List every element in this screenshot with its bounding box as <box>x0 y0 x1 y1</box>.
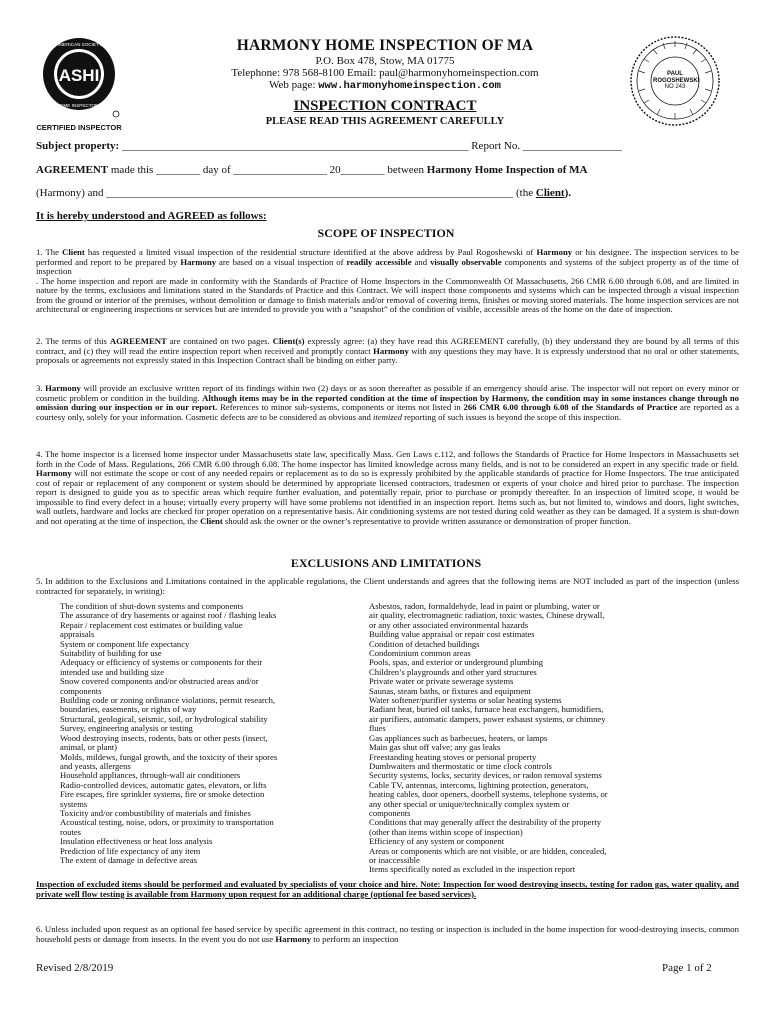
exclusion-item: animal, or plant) <box>60 742 118 753</box>
exclusion-item: Prediction of life expectancy of any item <box>60 845 201 856</box>
p1-client: Client <box>62 247 85 257</box>
exclusion-item: Saunas, steam baths, or fixtures and equipment <box>369 685 531 696</box>
exclusion-item: intended use and building size <box>60 666 165 677</box>
p1-visually: visually observable <box>430 256 502 267</box>
p1-text-f: components and systems of the subject property as of the time of inspection <box>36 256 739 276</box>
seal-line-number: NO 243 <box>664 84 686 91</box>
day-of-text: day of <box>200 164 234 176</box>
exclusion-item: Household appliances, through-wall air conditioners <box>60 770 241 781</box>
p3-text-d: are reported as a courtesy only, solely for your information. Cosmetic defects are to be considered as obvious and <box>36 402 739 422</box>
p3-itemized: itemized <box>372 411 402 422</box>
p4-text-c: should ask the owner or the owner’s representative to provide written assurance or demonstration of proper function. <box>222 515 631 526</box>
exclusion-item: Radio-controlled devices, automatic gates, elevators, or lifts <box>60 779 267 790</box>
client-name-field[interactable]: __________________________________________________________________________ <box>106 187 514 199</box>
p2-agreement: AGREEMENT <box>109 336 167 346</box>
exclusion-item: Efficiency of any system or component <box>369 836 505 847</box>
svg-text:HOME INSPECTORS: HOME INSPECTORS <box>56 103 102 108</box>
svg-text:AMERICAN SOCIETY: AMERICAN SOCIETY <box>56 42 102 47</box>
exclusion-item: Water softener/purifier systems or solar heating systems <box>369 695 562 706</box>
harmony-label: (Harmony) <box>36 187 85 199</box>
paragraph-2 <box>36 337 739 366</box>
year-field[interactable]: ________ <box>340 164 385 176</box>
exclusion-item: Cable TV, antennas, intercoms, lightning protection, generators, <box>369 779 589 790</box>
between-text: between <box>384 164 427 176</box>
exclusions-title: EXCLUSIONS AND LIMITATIONS <box>290 556 482 570</box>
p1-text-g: . The home inspection and report are made in conformity with the Standards of Practice of Home Inspectors in the Commonwealth Of Massachusetts, 266 CMR 6.00 through 6.08, and are limited in nature by the terms, exclusions and limitations stated in the Standards of Practice and this Contract. We will inspect those components and systems which can be inspected through a visual inspection from the ground or interior of the premises, without demolition or damage to finish materials and/or removal of covering items, finishes or moving stored materials. The home inspection services are not architectural or engineering inspections or services but are intended to provide you with a “snapshot” of the condition of visible, accessible areas of the home on the date of inspection. <box>36 275 739 314</box>
exclusion-item: appraisals <box>60 629 95 640</box>
p6-text-b: to perform an inspection <box>311 933 399 944</box>
p2-harmony: Harmony <box>373 345 409 356</box>
seal-line-name: PAUL <box>667 71 683 77</box>
p1-text-a: 1. The <box>36 247 63 257</box>
month-field[interactable]: _________________ <box>233 164 327 176</box>
page-number: Page 1 of 2 <box>662 962 712 974</box>
p4-client: Client <box>200 515 223 526</box>
p1-harmony-2: Harmony <box>180 256 217 267</box>
exclusion-item: The extent of damage in defective areas <box>60 854 197 865</box>
exclusion-item: and yeasts, allergens <box>60 760 131 771</box>
exclusion-item: Children’s playgrounds and other yard structures <box>369 666 537 677</box>
exclusion-item: Repair / replacement cost estimates or building value <box>60 619 243 630</box>
exclusions-right-list <box>369 602 608 875</box>
exclusion-item: Items specifically noted as excluded in the inspection report <box>369 864 576 875</box>
exclusion-item: Building value appraisal or repair cost estimates <box>369 629 535 640</box>
exclusion-item: Radiant heat, buried oil tanks, furnace heat exchangers, humidifiers, <box>369 704 604 715</box>
year-prefix-text: 20 <box>326 164 341 176</box>
exclusion-item: Toxicity and/or combustibility of materials and finishes <box>60 807 251 818</box>
scope-title: SCOPE OF INSPECTION <box>317 226 455 240</box>
exclusion-item: Survey, engineering analysis or testing <box>60 723 193 734</box>
exclusions-lists <box>60 601 750 875</box>
p3-text-e: reporting of such issues is beyond the scope of this inspection. <box>401 411 622 422</box>
and-text: and <box>84 187 107 199</box>
exclusion-item: Conditions that may generally affect the desirability of the property <box>369 817 602 828</box>
client-label-close: ). <box>564 187 572 199</box>
exclusion-item: Snow covered components and/or obstructed areas and/or <box>60 676 259 687</box>
p3-harmony: Harmony <box>45 383 81 393</box>
exclusion-item: systems <box>60 798 88 809</box>
exclusion-item: Areas or components which are not visible, or are hidden, concealed, <box>369 845 607 856</box>
exclusion-item: Pools, spas, and exterior or underground plumbing <box>369 657 544 668</box>
p1-harmony: Harmony <box>536 247 573 257</box>
company-contact: Telephone: 978 568-8100 Email: paul@harmonyhomeinspection.com <box>231 67 539 79</box>
exclusion-item: air purifiers, automatic dampers, power exhaust systems, or chimney <box>369 713 606 724</box>
p4-text-b: will not estimate the scope or cost of any needed repairs or replacement as to do so is expressly prohibited by the applicable standards of practice for Home Inspectors. The true anticipated cost of repair or replacement of any component or system should be determined by appropriate licensed contractors, tradesmen or experts of your choice and hired prior to purchase. The inspection report is designed to guide you as to specific areas which require further evaluation, and potentially repair, prior to purchase or promptly thereafter. In an inspection of limited scope, it would be impossible to find every defect in a house; virtually every property will have some problems not identified in an inspection report. Items such as, but not limited to, windows and doors, light switches, wall outlets, hardware and locks are checked for proper operation on a representative basis. Air conditioning systems are not tested during cold weather as they can be damaged. If a system is shut-down and not operating at the time of inspection, the <box>36 468 739 526</box>
exclusion-item: The assurance of dry basements or against roof / flashing leaks <box>60 610 277 621</box>
exclusion-item: Condominium common areas <box>369 648 471 659</box>
p3-bold-2: 266 CMR 6.00 through 6.08 of the Standards of Practice <box>463 402 678 412</box>
paragraph-1 <box>36 248 739 315</box>
p3-text-b: will provide an exclusive written report of its findings within two (2) days or as soon thereafter as possible if an emergency should arise. The inspector will not report on every minor or cosmetic problem or condition in the building. <box>36 383 739 403</box>
client-label-open: (the <box>513 187 536 199</box>
p6-harmony: Harmony <box>275 933 312 944</box>
agreement-row <box>36 164 588 176</box>
exclusion-item: components <box>369 807 411 818</box>
paragraph-4 <box>36 450 739 526</box>
p3-bold-1: Although items may be in the reported condition at the time of inspection by Harmony, the condition may in some instances change through no omission during our inspection or in our report. <box>36 392 739 412</box>
exclusion-item: Private water or private sewerage systems <box>369 676 514 687</box>
excluded-items-note <box>36 880 739 899</box>
seal-line-surname: ROGOSHEWSKI <box>653 77 700 84</box>
exclusion-item: Freestanding heating stoves or personal property <box>369 751 537 762</box>
client-word: Client <box>535 187 565 199</box>
exclusion-item: System or component life expectancy <box>60 638 190 649</box>
ashi-emblem-icon <box>36 36 122 120</box>
p1-text-e: and <box>411 256 431 267</box>
exclusion-item: Wood destroying insects, rodents, bats or other pests (insect, <box>60 732 268 743</box>
web-url-link[interactable]: www.harmonyhomeinspection.com <box>318 80 501 92</box>
p1-text-c: or his designee. The inspection services to be performed and report to be prepared by <box>36 247 739 267</box>
exclusion-item: heating cables, door openers, doorbell systems, telephone systems, or <box>369 789 608 800</box>
exclusion-item: Insulation effectiveness or heat loss analysis <box>60 836 213 847</box>
p2-text-b: are contained on two pages. <box>166 336 273 346</box>
exclusion-item: routes <box>60 826 82 837</box>
p4-text-a: 4. The home inspector is a licensed home inspector under Massachusetts state law, specifically Mass. Gen Laws c.112, and follows the Standards of Practice for Home Inspectors in Massachusetts set forth in the Code of Mass. Regulations, 266 CMR 6.00 through 6.08. The home inspector has limited knowledge across many fields, and is not to be considered an expert in any specific trade or field. <box>36 449 739 469</box>
exclusion-item: Fire escapes, fire sprinkler systems, fire or smoke detection <box>60 789 265 800</box>
p2-text-d: with any questions they may have. It is expressly understood that no oral or other statements, proposals or agreements not expressly stated in this Inspection Contract shall be binding on either party. <box>36 345 740 365</box>
exclusion-item: Adequacy or efficiency of systems or components for their <box>60 657 263 668</box>
note-text-b: Note: Inspection for wood destroying insects, testing for radon gas, water quality, and private well flow testing is available from Harmony upon request for an additional charge (optional fee based services). <box>36 879 739 899</box>
understood-heading: It is hereby understood and AGREED as follows: <box>36 210 267 222</box>
exclusion-item: Building code or zoning ordinance violations, permit research, <box>60 695 276 706</box>
company-name: HARMONY HOME INSPECTION OF MA <box>236 37 534 54</box>
exclusion-item: or any other associated environmental hazards <box>369 619 529 630</box>
p2-text-c: expressly agree: (a) they have read this AGREEMENT carefully, (b) they understand they are bound by all terms of this contract, and (c) they will read the entire inspection report when received and promptly contact <box>36 336 739 356</box>
exclusion-item: Main gas shut off valve; any gas leaks <box>369 742 501 753</box>
exclusion-item: any other special or unique/technically complex system or <box>369 798 570 809</box>
subject-property-label: Subject property: <box>36 140 122 152</box>
exclusion-item: components <box>60 685 102 696</box>
ashi-logo <box>36 36 122 132</box>
inspector-seal <box>627 33 723 129</box>
p2-text-a: 2. The terms of this <box>36 336 110 346</box>
exclusion-item: (other than items within scope of inspection) <box>369 826 523 837</box>
company-address: P.O. Box 478, Stow, MA 01775 <box>315 55 455 67</box>
paragraph-6 <box>36 925 739 944</box>
report-no-label: Report No. <box>468 140 523 152</box>
day-field[interactable]: ________ <box>156 164 201 176</box>
p3-text-c: References to minor sub-systems, components or items not listed in <box>217 402 464 412</box>
p1-text-b: has requested a limited visual inspection of the residential structure identified at the above address by Paul Rogoshewski of <box>84 247 537 257</box>
exclusion-item: or inaccessible <box>369 854 420 865</box>
made-this-text: made this <box>108 164 157 176</box>
p4-harmony: Harmony <box>36 468 72 478</box>
exclusion-item: Security systems, locks, security devices, or radon removal systems <box>369 770 602 781</box>
paragraph-5: 5. In addition to the Exclusions and Limitations contained in the applicable regulations, the Client understands and agrees that the following items are NOT included as part of the inspection (unless contracted for separately, in writing): <box>36 576 739 596</box>
exclusion-item: Molds, mildews, fungal growth, and the toxicity of their spores <box>60 751 278 762</box>
p2-clients: Client(s) <box>272 336 305 346</box>
p3-text-a: 3. <box>36 383 46 393</box>
p1-readily: readily accessible <box>346 256 412 267</box>
agreement-label: AGREEMENT <box>36 164 109 176</box>
exclusion-item: Gas appliances such as barbecues, heaters, or lamps <box>369 732 548 743</box>
company-web <box>140 79 630 92</box>
svg-text:ASHI: ASHI <box>58 66 100 85</box>
contract-subtitle: PLEASE READ THIS AGREEMENT CAREFULLY <box>265 116 505 127</box>
exclusion-item: The condition of shut-down systems and components <box>60 601 244 611</box>
p1-text-d: are based on a visual inspection of <box>216 256 347 267</box>
subject-property-row <box>36 140 622 152</box>
report-no-field[interactable]: __________________ <box>522 140 622 152</box>
exclusions-left-list <box>60 602 277 865</box>
exclusion-item: Dumbwaiters and thermostatic or time clock controls <box>369 760 552 771</box>
exclusion-item: flues <box>369 723 386 734</box>
contract-title: INSPECTION CONTRACT <box>293 98 477 114</box>
exclusion-item: air quality, electromagnetic radiation, toxic wastes, Chinese drywall, <box>369 610 605 621</box>
client-row <box>36 187 571 199</box>
note-text-a: Inspection of excluded items should be performed and evaluated by specialists of your choice and hire. <box>36 879 421 889</box>
exclusion-item: Condition of detached buildings <box>369 638 480 649</box>
paragraph-3 <box>36 384 739 422</box>
exclusion-item: Asbestos, radon, formaldehyde, lead in paint or plumbing, water or <box>369 601 600 611</box>
subject-property-field[interactable]: _______________________________________________________________ <box>121 140 469 152</box>
company-name-inline: Harmony Home Inspection of MA <box>426 164 588 176</box>
p6-text-a: 6. Unless included upon request as an optional fee based service by specific agreement in this contract, no testing or inspection is included in the home inspection for wood-destroying insects, common household pests or damage from insects. In the event you do not use <box>36 924 739 944</box>
exclusion-item: Suitability of building for use <box>60 648 162 659</box>
certified-inspector-label: CERTIFIED INSPECTOR <box>36 123 122 132</box>
web-label: Web page: <box>269 79 319 91</box>
exclusion-item: boundaries, easements, or rights of way <box>60 704 197 715</box>
exclusion-item: Structural, geological, seismic, soil, or hydrological stability <box>60 713 268 724</box>
exclusion-item: Acoustical testing, noise, odors, or proximity to transportation <box>60 817 274 828</box>
revised-date: Revised 2/8/2019 <box>36 962 114 974</box>
